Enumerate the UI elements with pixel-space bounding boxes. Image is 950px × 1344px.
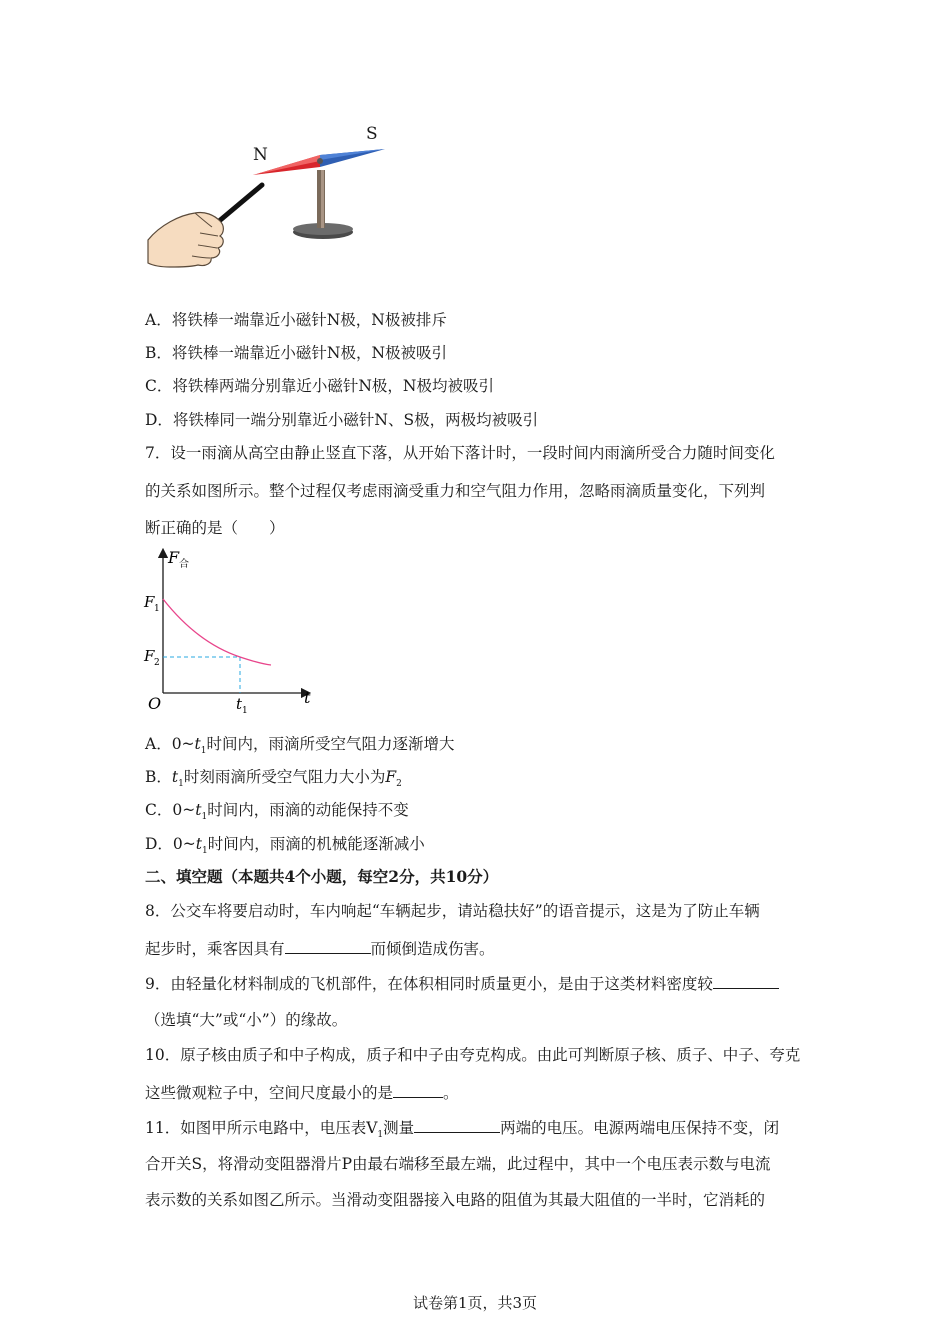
q6-option-c: C．将铁棒两端分别靠近小磁针N极，N极均被吸引 <box>145 377 494 395</box>
q11-line3: 表示数的关系如图乙所示。当滑动变阻器接入电路的阻值为其最大阻值的一半时，它消耗的 <box>145 1191 766 1209</box>
q7-stem-line2: 的关系如图所示。整个过程仅考虑雨滴受重力和空气阻力作用，忽略雨滴质量变化，下列判 <box>145 482 766 500</box>
q6-option-b: B．将铁棒一端靠近小磁针N极，N极被吸引 <box>145 344 448 362</box>
q11-answer-blank[interactable] <box>414 1116 500 1133</box>
q8-line2: 起步时，乘客因具有 而倾倒造成伤害。 <box>145 937 495 960</box>
q10-answer-blank[interactable] <box>393 1081 443 1098</box>
q8-answer-blank[interactable] <box>285 937 371 954</box>
q7-stem-line1: 7．设一雨滴从高空由静止竖直下落，从开始下落计时，一段时间内雨滴所受合力随时间变化 <box>145 444 775 462</box>
south-pole-label: S <box>366 124 378 144</box>
y-axis-sub: 合 <box>179 559 189 570</box>
section2-heading: 二、填空题（本题共4个小题，每空2分，共10分） <box>145 867 499 886</box>
q6-option-d: D．将铁棒同一端分别靠近小磁针N、S极，两极均被吸引 <box>145 411 539 429</box>
q8-line1: 8．公交车将要启动时，车内响起“车辆起步，请站稳扶好”的语音提示，这是为了防止车辆 <box>145 902 760 920</box>
y-axis-label: F <box>168 548 180 567</box>
q11-line1: 11．如图甲所示电路中，电压表$V_1$测量 两端的电压。电源两端电压保持不变，闭 <box>145 1116 779 1146</box>
q7-option-b: B．$t_1$时刻雨滴所受空气阻力大小为$F_2$ <box>145 768 402 790</box>
force-time-graph <box>140 543 320 718</box>
hand-drawing <box>148 212 223 267</box>
magnet-needle-figure <box>140 115 400 275</box>
q6-option-a: A．将铁棒一端靠近小磁针N极，N极被排斥 <box>145 311 447 329</box>
page-footer: 试卷第1页，共3页 <box>412 1294 538 1312</box>
f1-sub: 1 <box>154 604 160 614</box>
q10-line1: 10．原子核由质子和中子构成，质子和中子由夸克构成。由此可判断原子核、质子、中子、夸克 <box>145 1046 801 1064</box>
t1-sub: 1 <box>242 706 248 716</box>
q7-option-a: A．$0\sim t_1$时间内，雨滴所受空气阻力逐渐增大 <box>145 735 455 757</box>
f2-sub: 2 <box>154 658 160 668</box>
q7-stem-line3: 断正确的是（ ） <box>145 519 285 537</box>
q9-line1: 9．由轻量化材料制成的飞机部件，在体积相同时质量更小，是由于这类材料密度较 <box>145 972 779 995</box>
force-curve <box>163 599 271 665</box>
x-axis-label: t <box>304 688 311 707</box>
origin-label: O <box>148 694 162 713</box>
q7-option-d: D．$0\sim t_1$时间内，雨滴的机械能逐渐减小 <box>145 835 425 857</box>
q9-answer-blank[interactable] <box>713 972 779 989</box>
q7-option-c: C．$0\sim t_1$时间内，雨滴的动能保持不变 <box>145 801 409 823</box>
q9-line2: （选填“大”或“小”）的缘故。 <box>145 1011 348 1029</box>
q10-line2: 这些微观粒子中，空间尺度最小的是 。 <box>145 1081 459 1104</box>
f1-label: F <box>144 593 155 611</box>
q11-line2: 合开关S，将滑动变阻器滑片P由最右端移至最左端，此过程中，其中一个电压表示数与电流 <box>145 1155 771 1173</box>
f2-label: F <box>144 647 155 665</box>
north-pole-label: N <box>253 145 268 165</box>
t1-label: t <box>236 695 243 713</box>
